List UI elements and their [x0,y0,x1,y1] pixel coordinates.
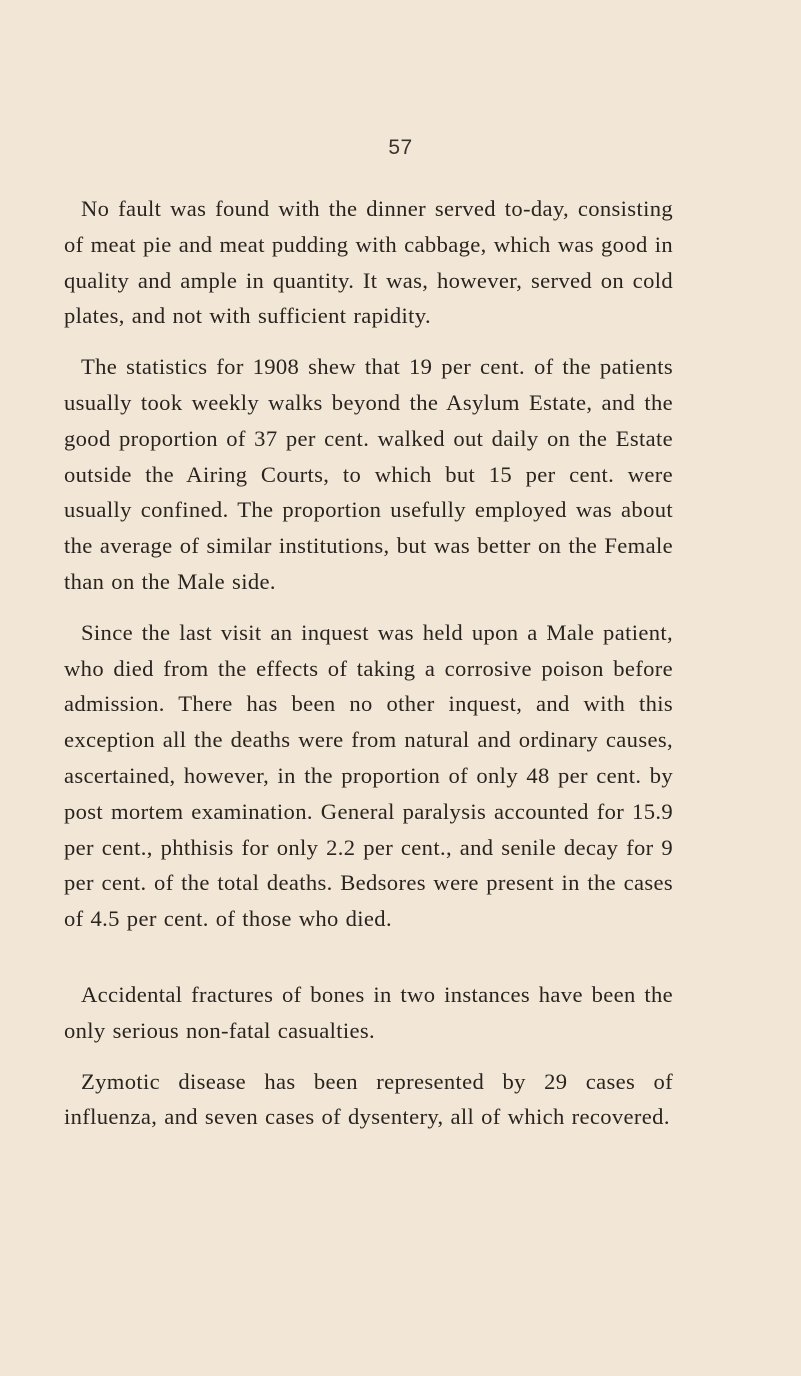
body-text [64,191,673,1150]
page-number: 57 [388,136,413,159]
paragraph-dinner: No fault was found with the dinner served to-day, consisting of meat pie and meat pudding with cabbage, which was good in quality and ample in quantity. It was, however, served on cold plates, and not with sufficient rapidity. [64,196,673,329]
paragraph-statistics: The statistics for 1908 shew that 19 per cent. of the patients usually took weekly walks beyond the Asylum Estate, and the good proportion of 37 per cent. walked out daily on the Estate outside the Airing Courts, to which but 15 per cent. were usually confined. The proportion usefully employed was about the average of similar institutions, but was better on the Female than on the Male side. [64,354,673,594]
paragraph-zymotic: Zymotic disease has been represented by 29 cases of influenza, and seven cases of dysentery, all of which recovered. [64,1068,673,1130]
paragraph-fractures: Accidental fractures of bones in two instances have been the only serious non-fatal casualties. [64,981,673,1043]
paragraph-inquest: Since the last visit an inquest was held upon a Male patient, who died from the effects of taking a corrosive poison before admission. There has been no other inquest, and with this exception all the deaths were from natural and ordinary causes, ascertained, however, in the proportion of only 48 per cent. by post mortem examination. General paralysis accounted for 15.9 per cent., phthisis for only 2.2 per cent., and senile decay for 9 per cent. of the total deaths. Bedsores were present in the cases of 4.5 per cent. of those who died. [64,619,673,932]
